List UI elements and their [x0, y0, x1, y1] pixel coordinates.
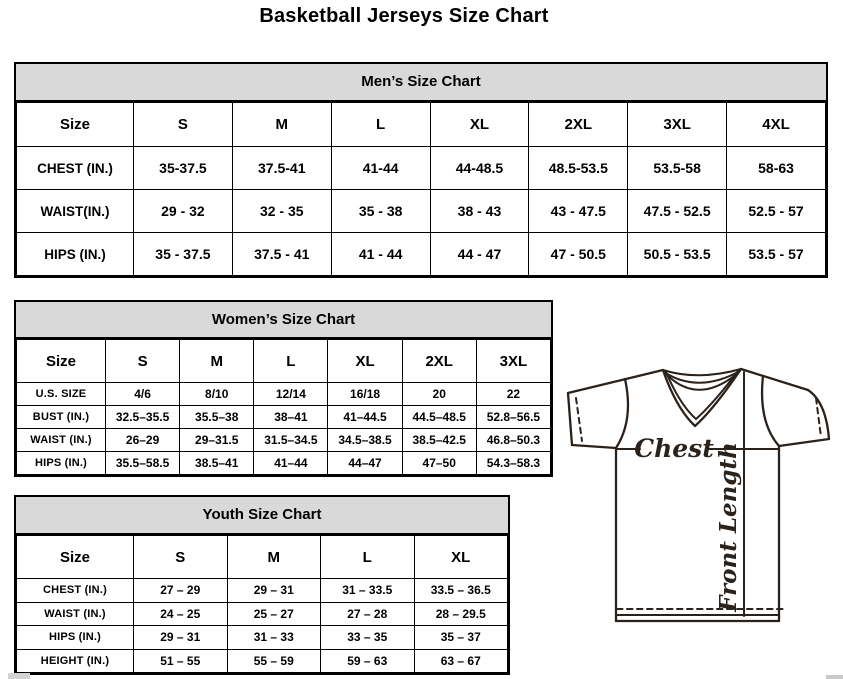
column-header: Size — [17, 103, 134, 147]
size-value-cell: 16/18 — [328, 383, 402, 406]
size-value-cell: 31 – 33.5 — [321, 579, 415, 603]
column-header: 4XL — [727, 103, 826, 147]
size-value-cell: 28 – 29.5 — [414, 602, 508, 626]
size-value-cell: 51 – 55 — [134, 649, 228, 673]
column-header: S — [134, 536, 228, 579]
table-row — [17, 579, 508, 603]
size-value-cell: 4/6 — [106, 383, 180, 406]
size-value-cell: 29–31.5 — [180, 429, 254, 452]
size-value-cell: 54.3–58.3 — [476, 452, 550, 475]
size-value-cell: 38–41 — [254, 406, 328, 429]
size-value-cell: 55 – 59 — [227, 649, 321, 673]
size-value-cell: 44.5–48.5 — [402, 406, 476, 429]
column-header: XL — [430, 103, 529, 147]
size-header-row — [17, 103, 826, 147]
row-label: WAIST (IN.) — [17, 602, 134, 626]
column-header: L — [331, 103, 430, 147]
front-length-label: Front Length — [715, 442, 742, 612]
table-row — [17, 429, 551, 452]
table-row — [17, 383, 551, 406]
table-row — [17, 190, 826, 233]
size-value-cell: 63 – 67 — [414, 649, 508, 673]
size-value-cell: 29 – 31 — [227, 579, 321, 603]
size-value-cell: 33 – 35 — [321, 626, 415, 650]
column-header: S — [106, 340, 180, 383]
size-value-cell: 35 - 38 — [331, 190, 430, 233]
size-header-row — [17, 340, 551, 383]
column-header: Size — [17, 340, 106, 383]
column-header: 3XL — [628, 103, 727, 147]
column-header: M — [227, 536, 321, 579]
column-header: XL — [328, 340, 402, 383]
chest-label: Chest — [634, 434, 714, 463]
table-row — [17, 233, 826, 276]
page-title: Basketball Jerseys Size Chart — [259, 5, 549, 27]
size-value-cell: 32.5–35.5 — [106, 406, 180, 429]
size-value-cell: 31 – 33 — [227, 626, 321, 650]
size-value-cell: 26–29 — [106, 429, 180, 452]
column-header: M — [232, 103, 331, 147]
size-value-cell: 38.5–42.5 — [402, 429, 476, 452]
row-label: CHEST (IN.) — [17, 579, 134, 603]
size-value-cell: 41-44 — [331, 147, 430, 190]
womens-chart-header: Women’s Size Chart — [16, 302, 551, 339]
table-row — [17, 452, 551, 475]
size-value-cell: 27 – 28 — [321, 602, 415, 626]
column-header: 3XL — [476, 340, 550, 383]
size-value-cell: 35 - 37.5 — [134, 233, 233, 276]
size-value-cell: 25 – 27 — [227, 602, 321, 626]
column-header: L — [321, 536, 415, 579]
youth-size-table — [16, 535, 508, 673]
size-value-cell: 8/10 — [180, 383, 254, 406]
size-value-cell: 41 - 44 — [331, 233, 430, 276]
size-value-cell: 58-63 — [727, 147, 826, 190]
column-header: 2XL — [402, 340, 476, 383]
jersey-outline-icon — [568, 369, 829, 621]
size-value-cell: 37.5-41 — [232, 147, 331, 190]
row-label: WAIST (IN.) — [17, 429, 106, 452]
row-label: HIPS (IN.) — [17, 452, 106, 475]
row-label: WAIST(IN.) — [17, 190, 134, 233]
column-header: XL — [414, 536, 508, 579]
row-label: CHEST (IN.) — [17, 147, 134, 190]
size-value-cell: 35-37.5 — [134, 147, 233, 190]
jersey-measurement-diagram — [555, 360, 843, 660]
size-value-cell: 44 - 47 — [430, 233, 529, 276]
table-row — [17, 602, 508, 626]
column-header: Size — [17, 536, 134, 579]
size-value-cell: 37.5 - 41 — [232, 233, 331, 276]
size-value-cell: 22 — [476, 383, 550, 406]
size-value-cell: 44-48.5 — [430, 147, 529, 190]
size-value-cell: 53.5 - 57 — [727, 233, 826, 276]
size-value-cell: 34.5–38.5 — [328, 429, 402, 452]
size-value-cell: 38 - 43 — [430, 190, 529, 233]
table-row — [17, 406, 551, 429]
size-value-cell: 47.5 - 52.5 — [628, 190, 727, 233]
column-header: S — [134, 103, 233, 147]
youth-size-chart — [14, 495, 510, 675]
column-header: 2XL — [529, 103, 628, 147]
row-label: HIPS (IN.) — [17, 233, 134, 276]
column-header: M — [180, 340, 254, 383]
size-value-cell: 27 – 29 — [134, 579, 228, 603]
size-value-cell: 47 - 50.5 — [529, 233, 628, 276]
size-value-cell: 20 — [402, 383, 476, 406]
size-value-cell: 50.5 - 53.5 — [628, 233, 727, 276]
womens-size-chart — [14, 300, 553, 477]
size-value-cell: 29 - 32 — [134, 190, 233, 233]
table-row — [17, 649, 508, 673]
size-value-cell: 43 - 47.5 — [529, 190, 628, 233]
womens-size-table — [16, 339, 551, 475]
row-label: BUST (IN.) — [17, 406, 106, 429]
size-header-row — [17, 536, 508, 579]
size-value-cell: 41–44 — [254, 452, 328, 475]
size-value-cell: 52.8–56.5 — [476, 406, 550, 429]
mens-chart-header: Men’s Size Chart — [16, 64, 826, 102]
size-value-cell: 33.5 – 36.5 — [414, 579, 508, 603]
size-value-cell: 35.5–58.5 — [106, 452, 180, 475]
size-value-cell: 35.5–38 — [180, 406, 254, 429]
size-value-cell: 31.5–34.5 — [254, 429, 328, 452]
measurement-guides — [616, 372, 779, 616]
size-value-cell: 38.5–41 — [180, 452, 254, 475]
size-value-cell: 48.5-53.5 — [529, 147, 628, 190]
size-value-cell: 35 – 37 — [414, 626, 508, 650]
size-value-cell: 29 – 31 — [134, 626, 228, 650]
size-value-cell: 47–50 — [402, 452, 476, 475]
column-header: L — [254, 340, 328, 383]
row-label: U.S. SIZE — [17, 383, 106, 406]
size-value-cell: 24 – 25 — [134, 602, 228, 626]
size-value-cell: 53.5-58 — [628, 147, 727, 190]
size-value-cell: 44–47 — [328, 452, 402, 475]
size-value-cell: 46.8–50.3 — [476, 429, 550, 452]
size-value-cell: 52.5 - 57 — [727, 190, 826, 233]
row-label: HEIGHT (IN.) — [17, 649, 134, 673]
mens-size-chart — [14, 62, 828, 278]
corner-artifact-right — [826, 675, 843, 679]
mens-size-table — [16, 102, 826, 276]
youth-chart-header: Youth Size Chart — [16, 497, 508, 535]
table-row — [17, 147, 826, 190]
size-value-cell: 41–44.5 — [328, 406, 402, 429]
row-label: HIPS (IN.) — [17, 626, 134, 650]
table-row — [17, 626, 508, 650]
size-value-cell: 59 – 63 — [321, 649, 415, 673]
size-value-cell: 32 - 35 — [232, 190, 331, 233]
corner-artifact-left — [8, 673, 30, 679]
size-value-cell: 12/14 — [254, 383, 328, 406]
